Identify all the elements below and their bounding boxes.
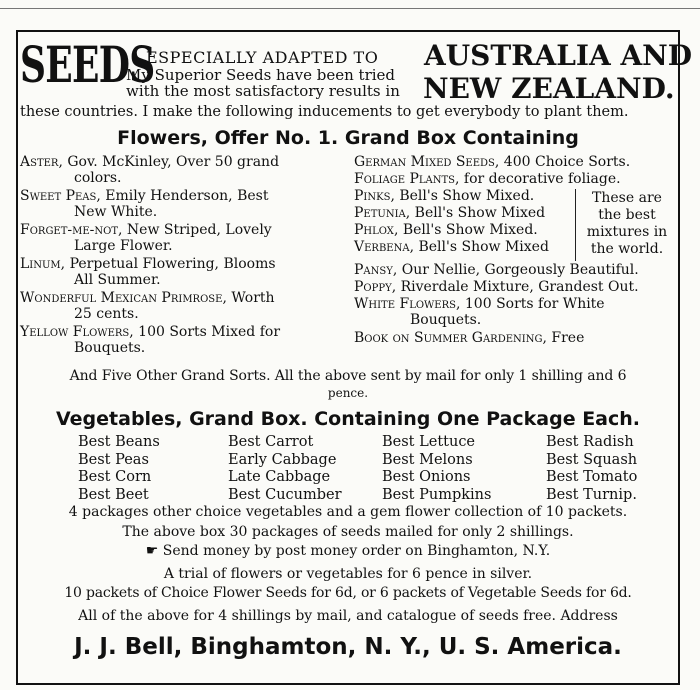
flower-item: Aster, Gov. McKinley, Over 50 grand colors. (20, 154, 280, 186)
veg-item: Best Squash (546, 451, 638, 468)
flower-item: Sweet Peas, Emily Henderson, Best New White. (20, 188, 269, 220)
with-line: with the most satisfactory results in (126, 82, 400, 100)
inducement-line: these countries. I make the following inducements to get everybody to plant them. (20, 104, 629, 120)
veg-item: Best Onions (382, 469, 471, 485)
flower-item: Forget-me-not, New Striped, Lovely Large Flower. (20, 222, 272, 254)
veg-item: Best Lettuce (382, 434, 476, 450)
flower-item: Yellow Flowers, 100 Sorts Mixed for Bouquets. (20, 324, 281, 356)
tried-line: My Superior Seeds have been tried (126, 66, 396, 84)
bracket-divider (575, 189, 576, 261)
flower-item: Foliage Plants, for decorative foliage. (354, 171, 621, 187)
flowers-left-column (20, 154, 336, 358)
veg-item: Best Cucumber (228, 486, 342, 503)
veg-item: Best Beans (78, 434, 160, 450)
flowers-footer: And Five Other Grand Sorts. All the above sent by mail for only 1 shilling and 6 pence. (69, 368, 627, 400)
bracket-note: These are the best mixtures in the world. (586, 190, 668, 257)
flower-item: Phlox, Bell's Show Mixed. (354, 222, 538, 238)
veg-item: Early Cabbage (228, 451, 337, 468)
especially-adapted: ESPECIALLY ADAPTED TO (146, 48, 379, 67)
veg-item: Best Tomato (546, 469, 638, 485)
veg-price-line: The above box 30 packages of seeds mailed for only 2 shillings. (122, 524, 574, 540)
veg-item: Best Radish (546, 434, 634, 450)
veg-column-1 (78, 434, 160, 504)
flower-item: Linum, Perpetual Flowering, Blooms All Summer. (20, 256, 276, 288)
trial-line: A trial of flowers or vegetables for 6 pence in silver. (163, 566, 533, 582)
veg-extra-line: 4 packages other choice vegetables and a gem flower collection of 10 packets. (68, 504, 628, 520)
flower-item: Poppy, Riverdale Mixture, Grandest Out. (354, 279, 639, 295)
all-above-line: All of the above for 4 shillings by mail, and catalogue of seeds free. Address (78, 608, 618, 624)
veg-column-3 (382, 434, 491, 504)
top-rule (0, 8, 700, 9)
veg-item: Best Beet (78, 486, 149, 503)
flower-item: Wonderful Mexican Primrose, Worth 25 cents. (20, 290, 275, 322)
flower-item: Petunia, Bell's Show Mixed (354, 205, 546, 221)
flower-item: Pinks, Bell's Show Mixed. (354, 188, 535, 204)
veg-item: Best Peas (78, 451, 149, 468)
flower-item: Book on Summer Gardening, Free (354, 330, 585, 346)
veg-item: Best Melons (382, 451, 473, 468)
vegetables-heading: Vegetables, Grand Box. Containing One Package Each. (56, 408, 640, 430)
country-australia: AUSTRALIA AND (424, 39, 693, 72)
veg-item: Best Pumpkins (382, 486, 492, 503)
veg-item: Best Carrot (228, 434, 314, 450)
money-line: ☛ Send money by post money order on Binghamton, N.Y. (145, 543, 551, 559)
address-line: J. J. Bell, Binghamton, N. Y., U. S. America. (74, 634, 622, 660)
country-new-zealand: NEW ZEALAND. (423, 72, 675, 105)
veg-item: Best Turnip. (546, 486, 637, 503)
seeds-title: SEEDS (20, 35, 155, 94)
veg-item: Best Corn (78, 469, 152, 485)
veg-item: Late Cabbage (228, 469, 331, 485)
pointing-hand-icon: ☛ (145, 543, 159, 559)
flower-item: Verbena, Bell's Show Mixed (354, 239, 549, 255)
veg-column-2 (228, 434, 342, 504)
flower-item: Pansy, Our Nellie, Gorgeously Beautiful. (354, 262, 639, 278)
veg-column-4 (546, 434, 637, 504)
flower-item: White Flowers, 100 Sorts for White Bouquets. (354, 296, 605, 328)
flower-item: German Mixed Seeds, 400 Choice Sorts. (354, 154, 631, 170)
packets-line: 10 packets of Choice Flower Seeds for 6d, or 6 packets of Vegetable Seeds for 6d. (64, 585, 632, 601)
flowers-heading: Flowers, Offer No. 1. Grand Box Containing (117, 127, 579, 149)
